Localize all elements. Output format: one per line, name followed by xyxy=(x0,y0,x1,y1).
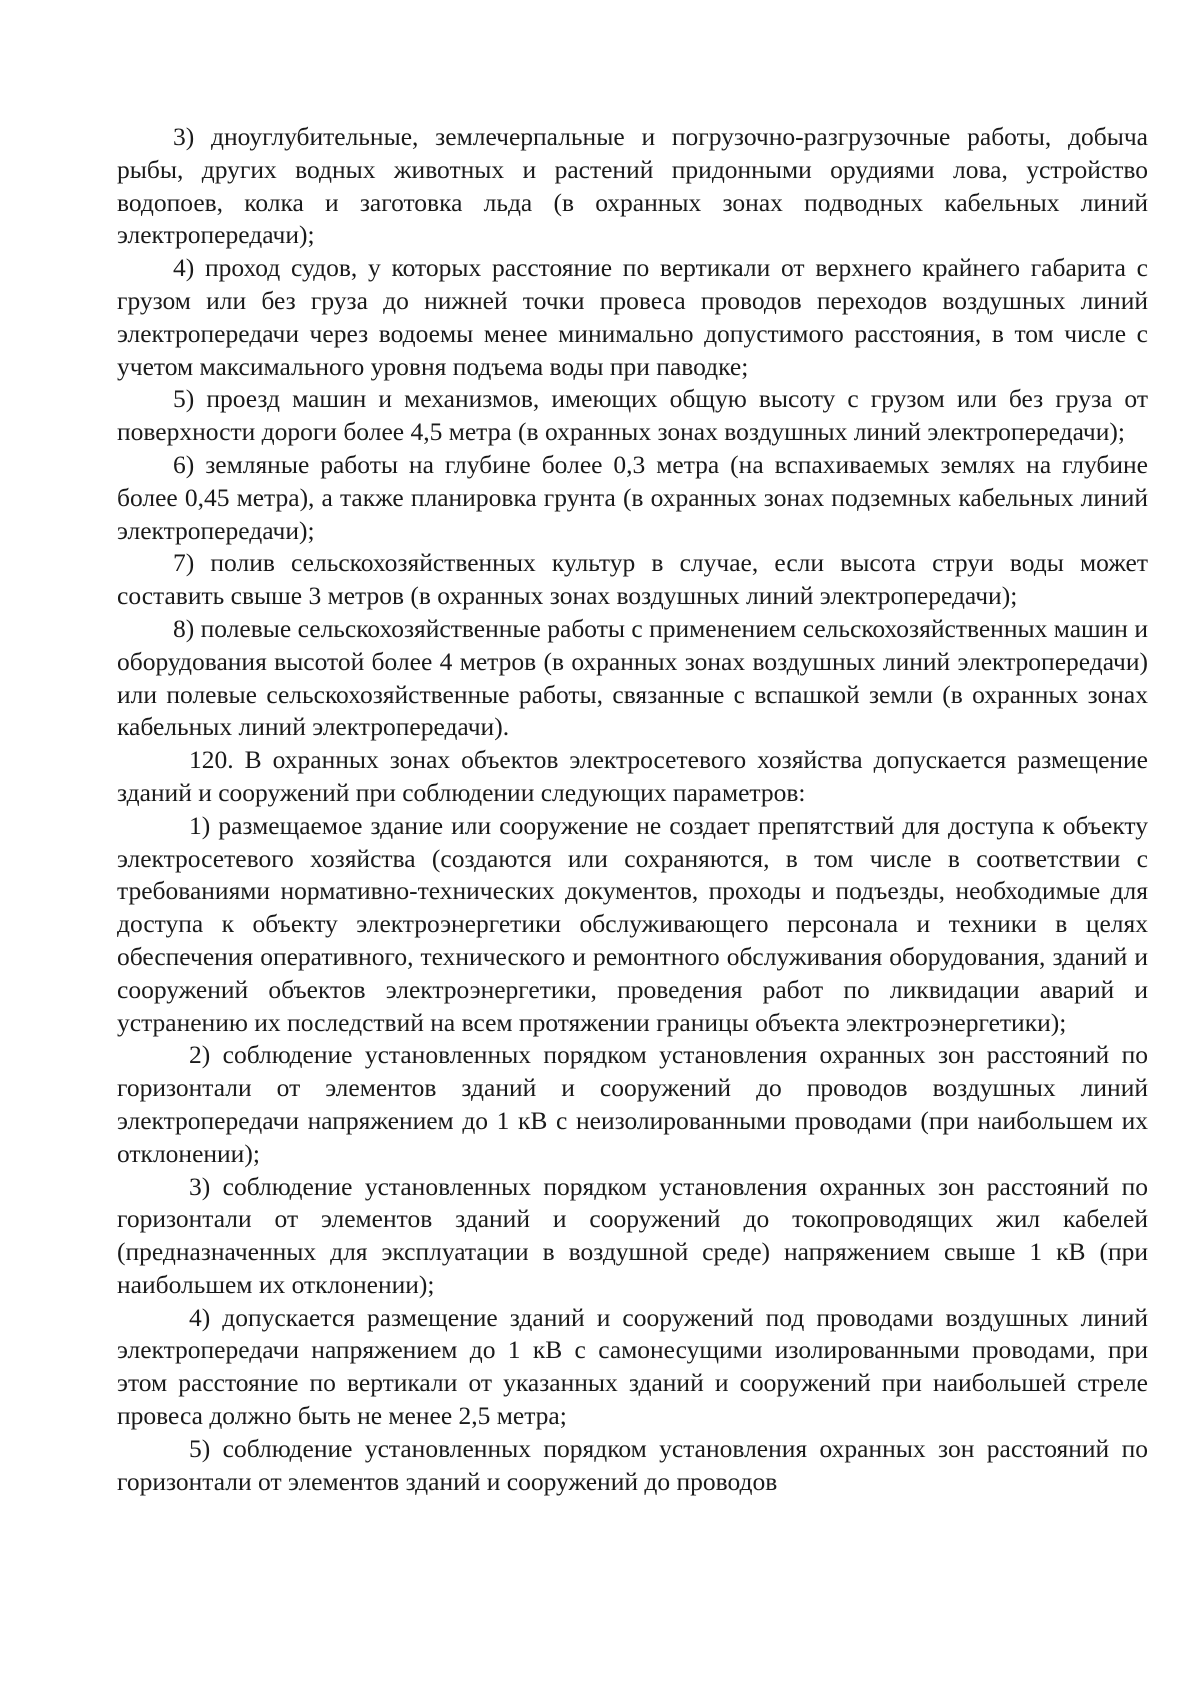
sub-item-5: 5) соблюдение установленных порядком установления охранных зон расстояний по горизонтали от элементов зданий и сооружений до проводов xyxy=(117,1433,1148,1496)
list-item-3: 3) дноуглубительные, землечерпальные и погрузочно-разгрузочные работы, добыча рыбы, других водных животных и растений придонными орудиями лова, устройство водопоев, колка и заготовка льда (в охранных зонах подводных кабельных линий электропередачи); xyxy=(117,122,1148,250)
sub-item-3: 3) соблюдение установленных порядком установления охранных зон расстояний по горизонтали от элементов зданий и сооружений до токопроводящих жил кабелей (предназначенных для эксплуатации в воздушной среде) напряжением свыше 1 кВ (при наибольшем их отклонении); xyxy=(117,1171,1148,1299)
section-120-paragraph: 120. В охранных зонах объектов электросетевого хозяйства допускается размещение зданий и сооружений при соблюдении следующих параметров: xyxy=(117,745,1148,807)
list-item-6: 6) земляные работы на глубине более 0,3 метра (на вспахиваемых землях на глубине более 0,45 метра), а также планировка грунта (в охранных зонах подземных кабельных линий электропередачи); xyxy=(117,449,1148,545)
list-item-5: 5) проезд машин и механизмов, имеющих общую высоту с грузом или без груза от поверхности дороги более 4,5 метра (в охранных зонах воздушных линий электропередачи); xyxy=(117,384,1148,447)
sub-item-1: 1) размещаемое здание или сооружение не создает препятствий для доступа к объекту электросетевого хозяйства (создаются или сохраняются, в том числе в соответствии с требованиями нормативно-технических документов, проходы и подъезды, необходимые для доступа к объекту электроэнергетики обслуживающего персонала и техники в целях обеспечения оперативного, технического и ремонтного обслуживания оборудования, зданий и сооружений объектов электроэнергетики, проведения работ по ликвидации аварий и устранению их последствий на всем протяжении границы объекта электроэнергетики); xyxy=(117,810,1148,1037)
sub-item-4: 4) допускается размещение зданий и сооружений под проводами воздушных линий электропередачи напряжением до 1 кВ с самонесущими изолированными проводами, при этом расстояние по вертикали от указанных зданий и сооружений при наибольшей стреле провеса должно быть не менее 2,5 метра; xyxy=(117,1302,1148,1431)
list-item-4: 4) проход судов, у которых расстояние по вертикали от верхнего крайнего габарита с грузом или без груза до нижней точки провеса проводов переходов воздушных линий электропередачи через водоемы менее минимально допустимого расстояния, в том числе с учетом максимального уровня подъема воды при паводке; xyxy=(117,253,1148,381)
list-item-7: 7) полив сельскохозяйственных культур в случае, если высота струи воды может составить свыше 3 метров (в охранных зонах воздушных линий электропередачи); xyxy=(117,548,1148,611)
document-body xyxy=(117,121,1148,1498)
sub-item-2: 2) соблюдение установленных порядком установления охранных зон расстояний по горизонтали от элементов зданий и сооружений до проводов воздушных линий электропередачи напряжением до 1 кВ с неизолированными проводами (при наибольшем их отклонении); xyxy=(117,1040,1148,1168)
list-item-8: 8) полевые сельскохозяйственные работы с применением сельскохозяйственных машин и оборудования высотой более 4 метров (в охранных зонах воздушных линий электропередачи) или полевые сельскохозяйственные работы, связанные с вспашкой земли (в охранных зонах кабельных линий электропередачи). xyxy=(117,613,1148,742)
